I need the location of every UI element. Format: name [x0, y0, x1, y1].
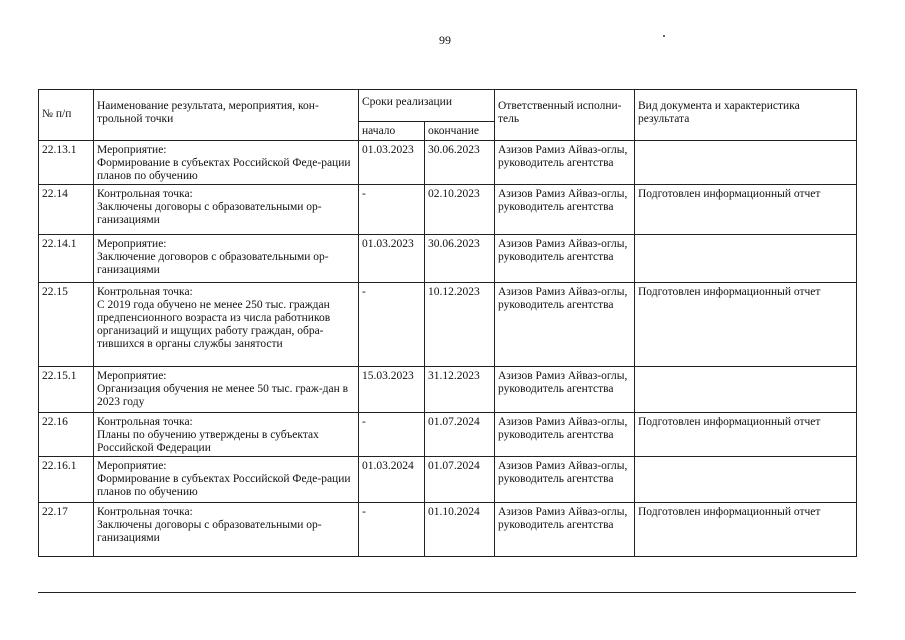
- results-table: [38, 89, 857, 557]
- header-end: окончание: [425, 122, 495, 141]
- row-responsible: Азизов Рамиз Айваз-оглы, руководитель агентства: [495, 141, 635, 185]
- row-end-date: 30.06.2023: [425, 141, 495, 185]
- page-number: 99: [439, 33, 451, 47]
- row-responsible: Азизов Рамиз Айваз-оглы, руководитель агентства: [495, 413, 635, 457]
- row-name-cell: [94, 235, 359, 283]
- table-row: [39, 185, 857, 235]
- row-name-cell: [94, 185, 359, 235]
- row-responsible: Азизов Рамиз Айваз-оглы, руководитель агентства: [495, 457, 635, 503]
- row-start-date: -: [359, 503, 425, 557]
- row-number: 22.17: [39, 503, 94, 557]
- row-document: [635, 235, 857, 283]
- row-document: Подготовлен информационный отчет: [635, 185, 857, 235]
- row-name-cell: [94, 457, 359, 503]
- table-row: [39, 283, 857, 367]
- row-responsible: Азизов Рамиз Айваз-оглы, руководитель агентства: [495, 185, 635, 235]
- row-kind: Контрольная точка:: [97, 286, 193, 298]
- row-start-date: -: [359, 413, 425, 457]
- row-document: Подготовлен информационный отчет: [635, 503, 857, 557]
- row-kind: Мероприятие:: [97, 238, 167, 250]
- row-start-date: 01.03.2023: [359, 141, 425, 185]
- row-responsible: Азизов Рамиз Айваз-оглы, руководитель агентства: [495, 235, 635, 283]
- row-document: [635, 457, 857, 503]
- row-number: 22.16.1: [39, 457, 94, 503]
- header-start: начало: [359, 122, 425, 141]
- row-description: Заключены договоры с образовательными ор-ганизациями: [97, 519, 322, 544]
- row-end-date: 01.10.2024: [425, 503, 495, 557]
- row-document: Подготовлен информационный отчет: [635, 413, 857, 457]
- footer-rule: [38, 592, 856, 593]
- row-start-date: -: [359, 185, 425, 235]
- row-start-date: 15.03.2023: [359, 367, 425, 413]
- row-kind: Контрольная точка:: [97, 188, 193, 200]
- header-terms: Сроки реализации: [359, 90, 495, 122]
- table-row: [39, 503, 857, 557]
- row-kind: Контрольная точка:: [97, 416, 193, 428]
- row-name-cell: [94, 503, 359, 557]
- row-description: Заключены договоры с образовательными ор-ганизациями: [97, 201, 322, 226]
- table-row: [39, 413, 857, 457]
- row-number: 22.15: [39, 283, 94, 367]
- row-name-cell: [94, 283, 359, 367]
- row-kind: Мероприятие:: [97, 460, 167, 472]
- row-end-date: 01.07.2024: [425, 413, 495, 457]
- row-start-date: 01.03.2023: [359, 235, 425, 283]
- row-responsible: Азизов Рамиз Айваз-оглы, руководитель агентства: [495, 367, 635, 413]
- table-body: [39, 141, 857, 557]
- row-start-date: 01.03.2024: [359, 457, 425, 503]
- scan-speck: [663, 35, 665, 37]
- header-responsible: Ответственный исполни-тель: [495, 90, 635, 141]
- row-description: Формирование в субъектах Российской Феде-рации планов по обучению: [97, 473, 351, 498]
- row-document: [635, 141, 857, 185]
- row-number: 22.13.1: [39, 141, 94, 185]
- table-row: [39, 235, 857, 283]
- row-description: Заключение договоров с образовательными ор-ганизациями: [97, 251, 329, 276]
- header-doc: Вид документа и характеристика результата: [635, 90, 857, 141]
- row-document: [635, 367, 857, 413]
- row-description: Формирование в субъектах Российской Феде-рации планов по обучению: [97, 157, 351, 182]
- row-end-date: 01.07.2024: [425, 457, 495, 503]
- row-description: С 2019 года обучено не менее 250 тыс. граждан предпенсионного возраста из числа работников организаций и ищущих работу граждан, обра-тившихся в органы службы занятости: [97, 299, 331, 350]
- row-name-cell: [94, 413, 359, 457]
- table-row: [39, 367, 857, 413]
- row-responsible: Азизов Рамиз Айваз-оглы, руководитель агентства: [495, 283, 635, 367]
- row-name-cell: [94, 141, 359, 185]
- row-description: Планы по обучению утверждены в субъектах Российской Федерации: [97, 429, 319, 454]
- row-end-date: 02.10.2023: [425, 185, 495, 235]
- row-name-cell: [94, 367, 359, 413]
- row-responsible: Азизов Рамиз Айваз-оглы, руководитель агентства: [495, 503, 635, 557]
- table-row: [39, 141, 857, 185]
- table-row: [39, 457, 857, 503]
- row-number: 22.14: [39, 185, 94, 235]
- row-kind: Мероприятие:: [97, 370, 167, 382]
- row-end-date: 10.12.2023: [425, 283, 495, 367]
- row-end-date: 30.06.2023: [425, 235, 495, 283]
- row-kind: Контрольная точка:: [97, 506, 193, 518]
- row-kind: Мероприятие:: [97, 144, 167, 156]
- row-end-date: 31.12.2023: [425, 367, 495, 413]
- row-number: 22.16: [39, 413, 94, 457]
- row-number: 22.14.1: [39, 235, 94, 283]
- row-number: 22.15.1: [39, 367, 94, 413]
- row-start-date: -: [359, 283, 425, 367]
- row-description: Организация обучения не менее 50 тыс. граж-дан в 2023 году: [97, 383, 349, 408]
- header-name: Наименование результата, мероприятия, кон-трольной точки: [94, 90, 359, 141]
- header-num: № п/п: [39, 90, 94, 141]
- row-document: Подготовлен информационный отчет: [635, 283, 857, 367]
